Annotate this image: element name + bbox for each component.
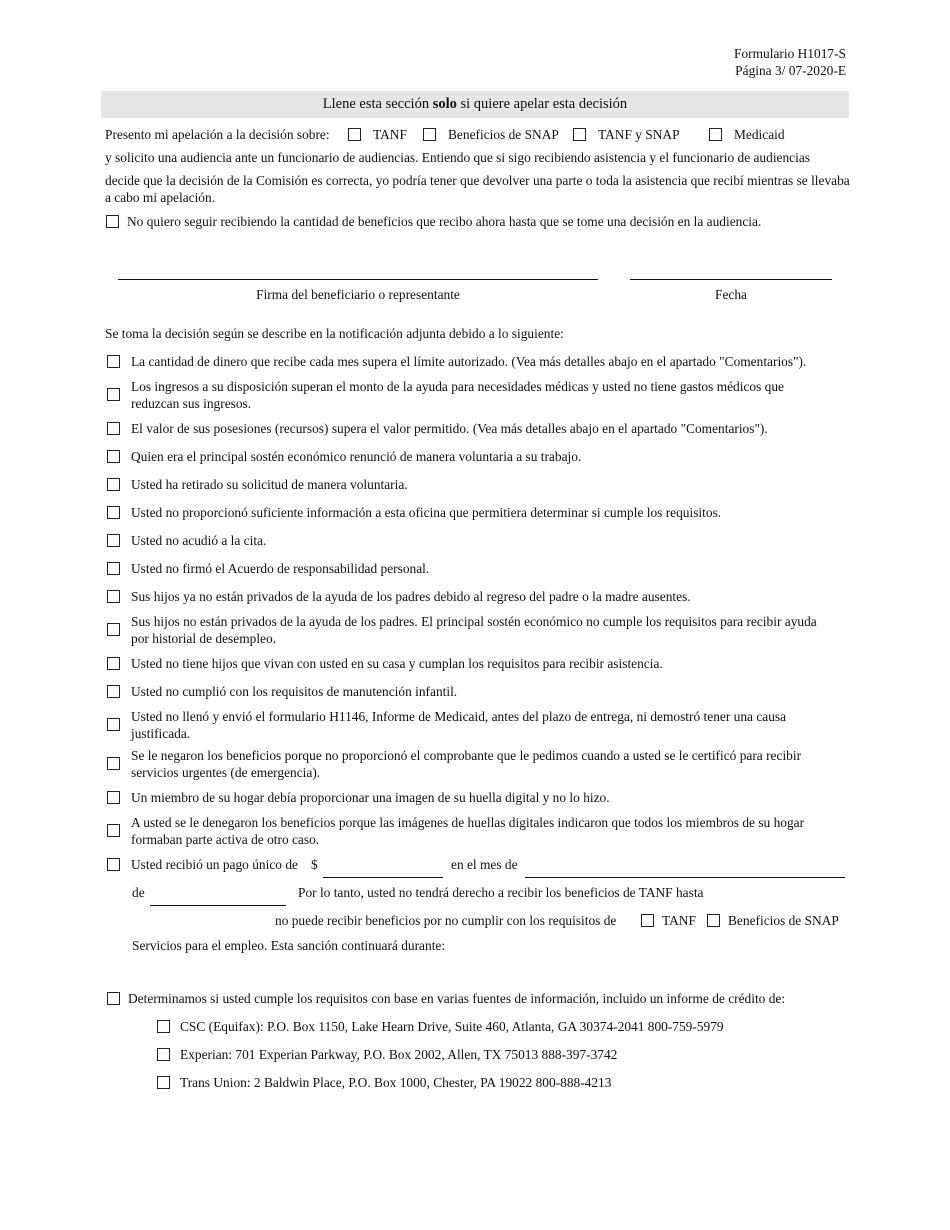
checkbox-appeal-tanf[interactable] (348, 128, 361, 141)
appeal-text-1: y solicito una audiencia ante un funcionario de audiencias. Entiendo que si sigo recibiendo asistencia y el funcionario de audiencias (105, 150, 811, 165)
agency-equifax: CSC (Equifax): P.O. Box 1150, Lake Hearn Drive, Suite 460, Atlanta, GA 30374-2041 800-759-5979 (180, 1019, 724, 1034)
signature-line[interactable] (118, 279, 598, 280)
label-appeal-tanf-snap: TANF y SNAP (598, 127, 680, 142)
checkbox-transunion[interactable] (157, 1076, 170, 1089)
lump-currency: $ (311, 857, 318, 872)
date-line[interactable] (630, 279, 832, 280)
checkbox-equifax[interactable] (157, 1020, 170, 1033)
checkbox-appeal-snap[interactable] (423, 128, 436, 141)
reason-4: Quien era el principal sostén económico renunció de manera voluntaria a su trabajo. (131, 449, 582, 464)
lump-amount-line[interactable] (323, 877, 443, 878)
checkbox-reason-5[interactable] (107, 478, 120, 491)
reason-11: Usted no tiene hijos que vivan con usted en su casa y cumplan los requisitos para recibir asistencia. (131, 656, 663, 671)
checkbox-reason-1[interactable] (107, 355, 120, 368)
reason-6: Usted no proporcionó suficiente información a esta oficina que permitiera determinar si cumple los requisitos. (131, 505, 722, 520)
reason-16: A usted se le denegaron los beneficios porque las imágenes de huellas digitales indicaron que todos los miembros de su hogar formaban parte activa de otro caso. (131, 815, 805, 847)
reason-13: Usted no llenó y envió el formulario H1146, Informe de Medicaid, antes del plazo de entrega, ni demostró tener una causa justificada. (131, 709, 787, 741)
banner-suffix: si quiere apelar esta decisión (456, 96, 628, 112)
checkbox-credit[interactable] (107, 992, 120, 1005)
checkbox-reason-4[interactable] (107, 450, 120, 463)
checkbox-reason-10[interactable] (107, 623, 120, 636)
checkbox-reason-7[interactable] (107, 534, 120, 547)
lump-lead: Usted recibió un pago único de (131, 857, 298, 872)
label-appeal-snap: Beneficios de SNAP (448, 127, 559, 142)
checkbox-sanction-tanf[interactable] (641, 914, 654, 927)
lump-therefore: Por lo tanto, usted no tendrá derecho a recibir los beneficios de TANF hasta (298, 885, 704, 900)
agency-experian: Experian: 701 Experian Parkway, P.O. Box 2002, Allen, TX 75013 888-397-3742 (180, 1047, 618, 1062)
date-label: Fecha (715, 287, 747, 302)
reason-12: Usted no cumplió con los requisitos de manutención infantil. (131, 684, 458, 699)
reason-5: Usted ha retirado su solicitud de manera voluntaria. (131, 477, 408, 492)
reason-1: La cantidad de dinero que recibe cada mes supera el límite autorizado. (Vea más detalles abajo en el apartado "Comentarios"). (131, 354, 807, 369)
lump-month-line[interactable] (525, 877, 845, 878)
checkbox-appeal-tanf-snap[interactable] (573, 128, 586, 141)
signature-label: Firma del beneficiario o representante (256, 287, 460, 302)
reason-10: Sus hijos no están privados de la ayuda de los padres. El principal sostén económico no cumple los requisitos para recibir ayuda por historial de desempleo. (131, 614, 817, 646)
label-appeal-tanf: TANF (373, 127, 407, 142)
checkbox-reason-15[interactable] (107, 791, 120, 804)
banner-bold: solo (432, 96, 457, 112)
label-sanction-snap: Beneficios de SNAP (728, 913, 839, 928)
checkbox-experian[interactable] (157, 1048, 170, 1061)
checkbox-reason-8[interactable] (107, 562, 120, 575)
sanction-text: no puede recibir beneficios por no cumplir con los requisitos de (275, 913, 617, 928)
appeal-lead: Presento mi apelación a la decisión sobre: (105, 127, 330, 142)
checkbox-sanction-snap[interactable] (707, 914, 720, 927)
checkbox-reason-11[interactable] (107, 657, 120, 670)
decision-intro: Se toma la decisión según se describe en la notificación adjunta debido a lo siguiente: (105, 326, 564, 341)
reason-8: Usted no firmó el Acuerdo de responsabilidad personal. (131, 561, 430, 576)
reason-2: Los ingresos a su disposición superan el monto de la ayuda para necesidades médicas y usted no tiene gastos médicos que reduzcan sus ingresos. (131, 379, 784, 411)
section-banner (101, 91, 849, 118)
reason-9: Sus hijos ya no están privados de la ayuda de los padres debido al regreso del padre o la madre ausentes. (131, 589, 691, 604)
agency-transunion: Trans Union: 2 Baldwin Place, P.O. Box 1000, Chester, PA 19022 800-888-4213 (180, 1075, 612, 1090)
checkbox-reason-14[interactable] (107, 757, 120, 770)
lump-month-label: en el mes de (451, 857, 518, 872)
page-info: Página 3/ 07-2020-E (735, 63, 846, 78)
checkbox-reason-12[interactable] (107, 685, 120, 698)
checkbox-reason-16[interactable] (107, 824, 120, 837)
checkbox-lump-sum[interactable] (107, 858, 120, 871)
reason-3: El valor de sus posesiones (recursos) supera el valor permitido. (Vea más detalles abajo en el apartado "Comentarios"). (131, 421, 768, 436)
checkbox-no-continue[interactable] (106, 215, 119, 228)
appeal-text-2: decide que la decisión de la Comisión es correcta, yo podría tener que devolver una parte o toda la asistencia que recibí mientras se llevaba a cabo mi apelación. (105, 173, 850, 205)
form-number: Formulario H1017-S (734, 46, 846, 61)
checkbox-reason-6[interactable] (107, 506, 120, 519)
reason-15: Un miembro de su hogar debía proporcionar una imagen de su huella digital y no lo hizo. (131, 790, 610, 805)
lump-year-line[interactable] (150, 905, 286, 906)
reason-7: Usted no acudió a la cita. (131, 533, 267, 548)
services-text: Servicios para el empleo. Esta sanción continuará durante: (132, 938, 446, 953)
checkbox-reason-3[interactable] (107, 422, 120, 435)
banner-prefix: Llene esta sección (322, 96, 433, 112)
no-continue-label: No quiero seguir recibiendo la cantidad de beneficios que recibo ahora hasta que se tome una decisión en la audiencia. (127, 214, 762, 229)
label-appeal-medicaid: Medicaid (734, 127, 785, 142)
label-sanction-tanf: TANF (662, 913, 696, 928)
checkbox-reason-13[interactable] (107, 718, 120, 731)
lump-of-label: de (132, 885, 145, 900)
checkbox-reason-9[interactable] (107, 590, 120, 603)
checkbox-appeal-medicaid[interactable] (709, 128, 722, 141)
checkbox-reason-2[interactable] (107, 388, 120, 401)
credit-lead: Determinamos si usted cumple los requisitos con base en varias fuentes de información, incluido un informe de crédito de: (128, 991, 786, 1006)
reason-14: Se le negaron los beneficios porque no proporcionó el comprobante que le pedimos cuando a usted se le certificó para recibir servicios urgentes (de emergencia). (131, 748, 802, 780)
